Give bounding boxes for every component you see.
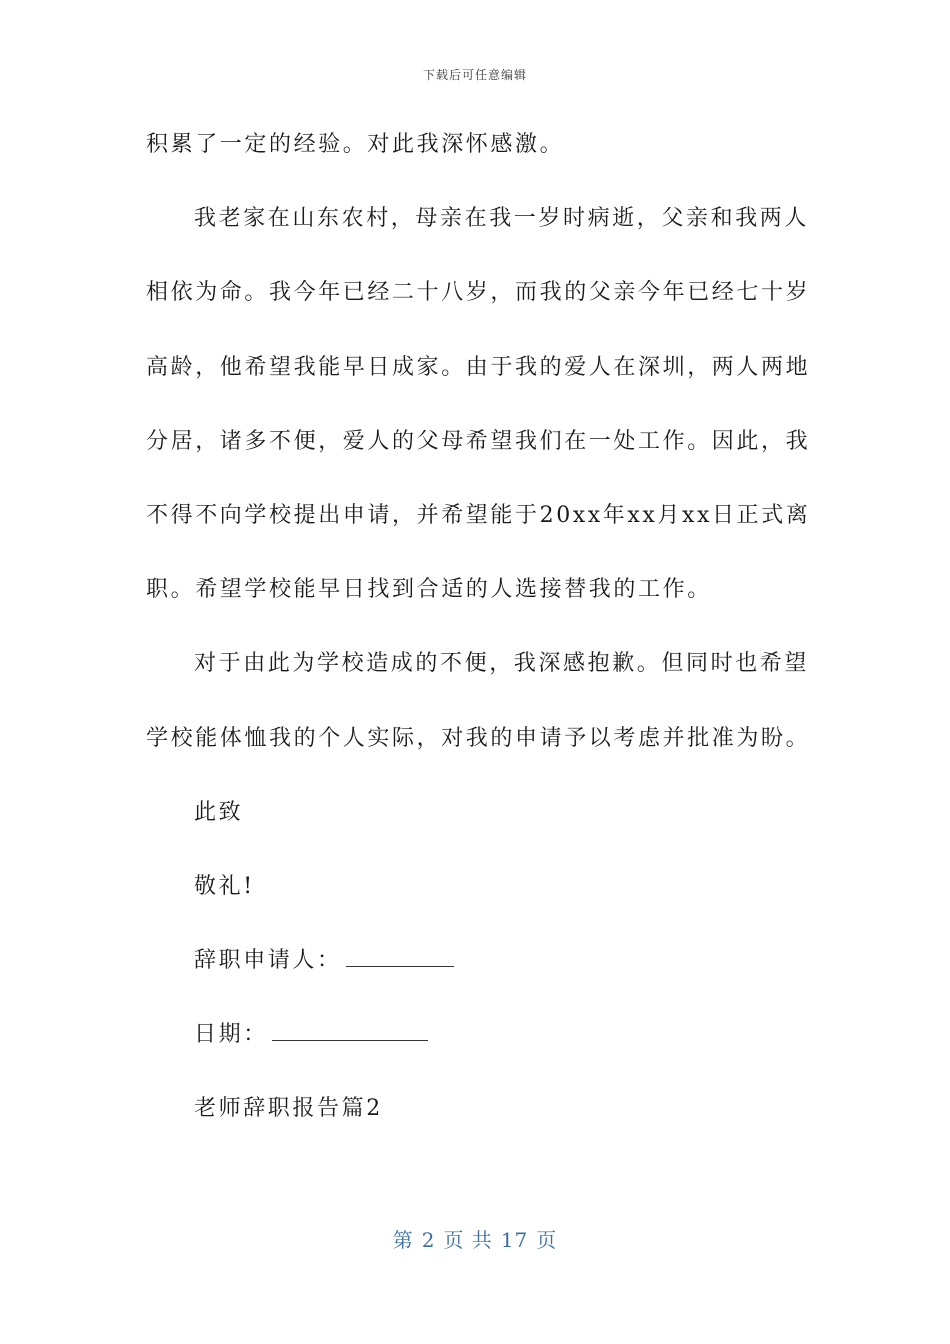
document-body — [146, 123, 811, 1162]
paragraph-line: 积累了一定的经验。对此我深怀感激。 — [146, 132, 565, 157]
header-note: 下载后可任意编辑 — [422, 68, 527, 82]
footer-suffix: 页 — [536, 1228, 558, 1252]
paragraph-line: 我老家在山东农村，母亲在我一岁时病逝，父亲和我两人 — [194, 206, 810, 232]
signature-line — [146, 939, 796, 1013]
paragraph-line: 职。希望学校能早日找到合适的人选接替我的工作。 — [146, 577, 712, 603]
closing-line: 此致 — [194, 799, 244, 825]
paragraph-line: 学校能体恤我的个人实际，对我的申请予以考虑并批准为盼。 — [146, 725, 811, 751]
signature-blank — [346, 940, 454, 967]
date-blank — [272, 1014, 428, 1041]
next-section-title: 老师辞职报告篇2 — [194, 1096, 383, 1122]
footer-page-number: 2 — [421, 1228, 436, 1252]
paragraph-line: 高龄，他希望我能早日成家。由于我的爱人在深圳，两人两地 — [146, 354, 811, 380]
signature-label: 辞职申请人： — [194, 948, 342, 974]
salutation-line: 敬礼! — [194, 873, 255, 899]
page-footer — [0, 1224, 950, 1253]
paragraph-line: 不得不向学校提出申请，并希望能于20xx年xx月xx日正式离 — [146, 502, 811, 528]
paragraph-line: 分居，诸多不便，爱人的父母希望我们在一处工作。因此，我 — [146, 428, 811, 454]
footer-middle: 页 共 — [443, 1228, 493, 1252]
footer-prefix: 第 — [392, 1228, 414, 1252]
paragraph-line: 对于由此为学校造成的不便，我深感抱歉。但同时也希望 — [194, 651, 810, 677]
date-line — [146, 1013, 796, 1087]
date-label: 日期： — [194, 1022, 268, 1048]
paragraph-line: 相依为命。我今年已经二十八岁，而我的父亲今年已经七十岁 — [146, 280, 811, 306]
footer-total-pages: 17 — [500, 1228, 529, 1252]
